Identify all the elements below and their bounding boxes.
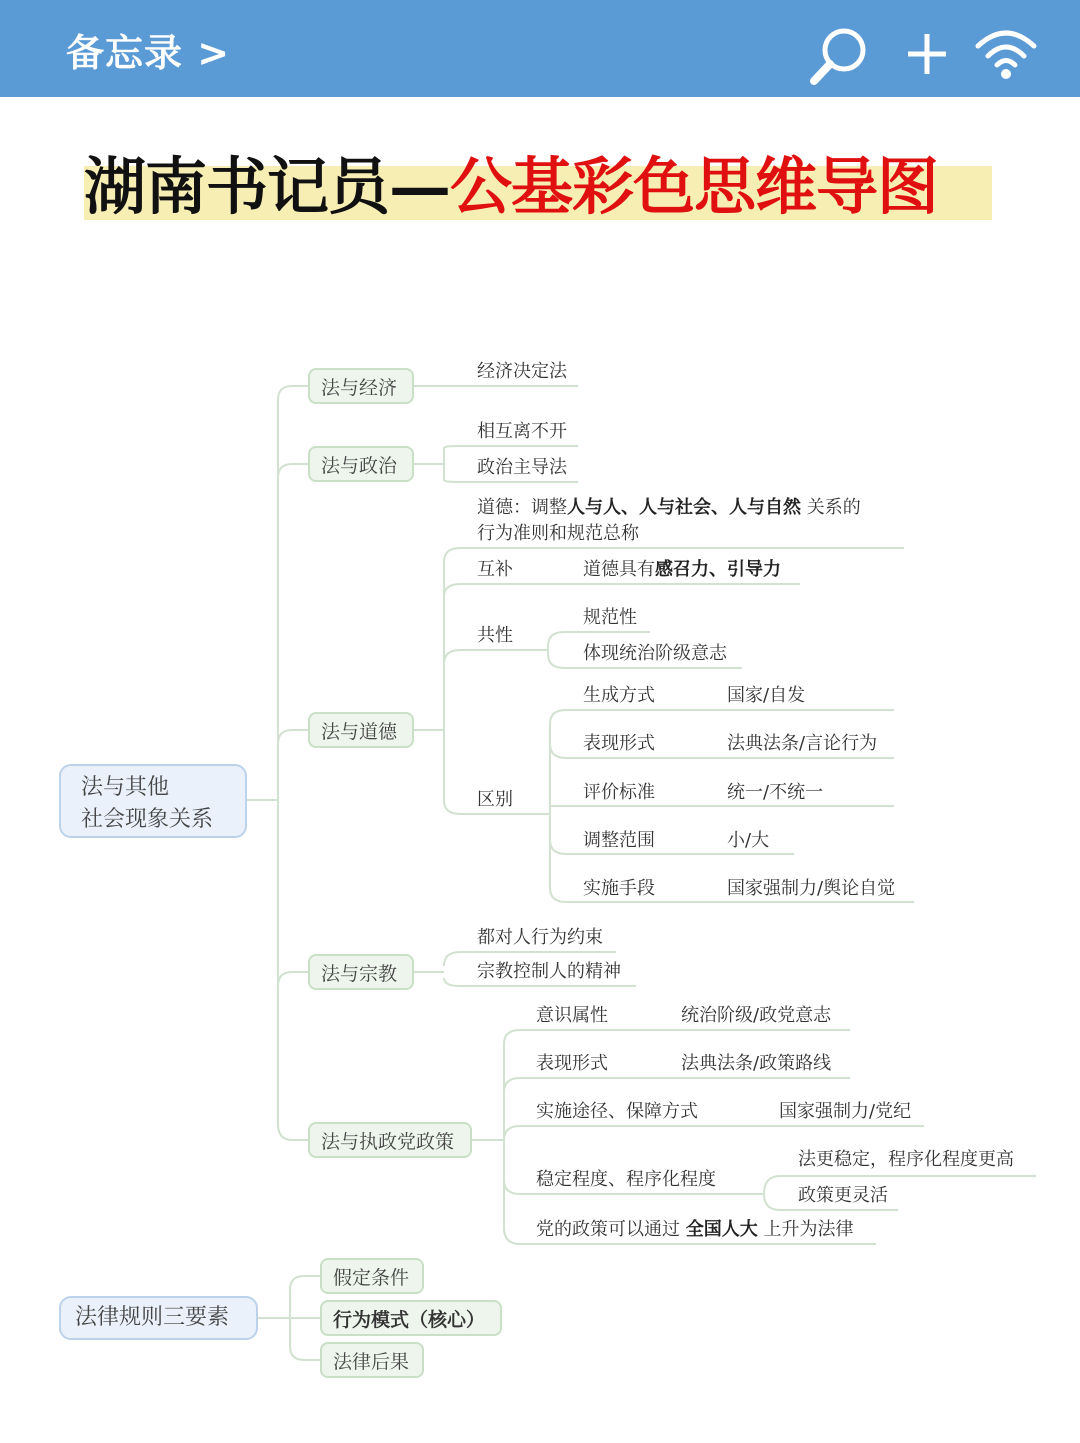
complement-text (583, 558, 781, 582)
diff-key: 实施手段 (583, 878, 655, 899)
node-law-morality: 法与道德 (308, 712, 414, 748)
complement-b: 感召力、引导力 (655, 559, 781, 580)
policy-key: 实施途径、保障方式 (536, 1101, 698, 1122)
diff-key: 生成方式 (583, 685, 655, 706)
common-label: 共性 (477, 625, 513, 646)
upgrade-c: 上升为法律 (757, 1219, 854, 1240)
diff-key: 评价标准 (583, 782, 655, 803)
upgrade-b: 全国人大 (685, 1219, 758, 1240)
diff-key: 调整范围 (583, 830, 655, 851)
religion-item: 宗教控制人的精神 (477, 961, 621, 982)
morality-definition-line1 (477, 496, 861, 520)
diff-value: 统一/不统一 (727, 782, 824, 803)
complement-a: 道德具有 (583, 559, 655, 580)
economy-item: 经济决定法 (477, 361, 567, 382)
def-text-bold: 人与人、人与社会、人与自然 (567, 497, 801, 518)
node-law-party-policy: 法与执政党政策 (308, 1122, 472, 1158)
common-item: 体现统治阶级意志 (583, 643, 727, 664)
root-line1: 法与其他 (81, 775, 170, 800)
stability-item: 法更稳定，程序化程度更高 (798, 1149, 1014, 1170)
diff-value: 小/大 (727, 830, 770, 851)
policy-value: 统治阶级/政党意志 (681, 1005, 832, 1026)
religion-item: 都对人行为约束 (477, 927, 603, 948)
policy-key: 表现形式 (536, 1053, 608, 1074)
common-item: 规范性 (583, 607, 637, 628)
mindmap-root-law-and-society (59, 764, 247, 838)
upgrade-a: 党的政策可以通过 (536, 1219, 686, 1240)
headline (84, 148, 938, 226)
stability-label: 稳定程度、程序化程度 (536, 1169, 716, 1190)
node-assumed-conditions: 假定条件 (320, 1258, 424, 1294)
diff-value: 法典法条/言论行为 (727, 733, 878, 754)
diff-value: 国家/自发 (727, 685, 806, 706)
morality-definition-line2: 行为准则和规范总称 (477, 523, 639, 544)
policy-value: 法典法条/政策路线 (681, 1053, 832, 1074)
complement-label: 互补 (477, 559, 513, 580)
node-law-religion: 法与宗教 (308, 954, 414, 990)
diff-key: 表现形式 (583, 733, 655, 754)
node-law-politics: 法与政治 (308, 446, 414, 482)
notes-back-button[interactable]: 备忘录 > (66, 31, 231, 75)
policy-upgrade-text (536, 1218, 853, 1242)
policy-value: 国家强制力/党纪 (779, 1101, 912, 1122)
def-text-c: 关系的 (801, 497, 861, 518)
headline-part2: 公基彩色思维导图 (450, 150, 939, 223)
difference-label: 区别 (477, 789, 513, 810)
mindmap-root-legal-rule-elements: 法律规则三要素 (59, 1296, 258, 1340)
politics-item: 政治主导法 (477, 457, 567, 478)
policy-key: 意识属性 (536, 1005, 608, 1026)
diff-value: 国家强制力/舆论自觉 (727, 878, 896, 899)
root-line2: 社会现象关系 (81, 807, 214, 832)
def-text-a: 道德：调整 (477, 497, 567, 518)
politics-item: 相互离不开 (477, 421, 567, 442)
stability-item: 政策更灵活 (798, 1185, 888, 1206)
node-behavior-pattern: 行为模式（核心） (320, 1300, 502, 1336)
headline-part1: 湖南书记员— (84, 150, 451, 223)
node-legal-consequence: 法律后果 (320, 1342, 424, 1378)
node-law-economy: 法与经济 (308, 368, 414, 404)
